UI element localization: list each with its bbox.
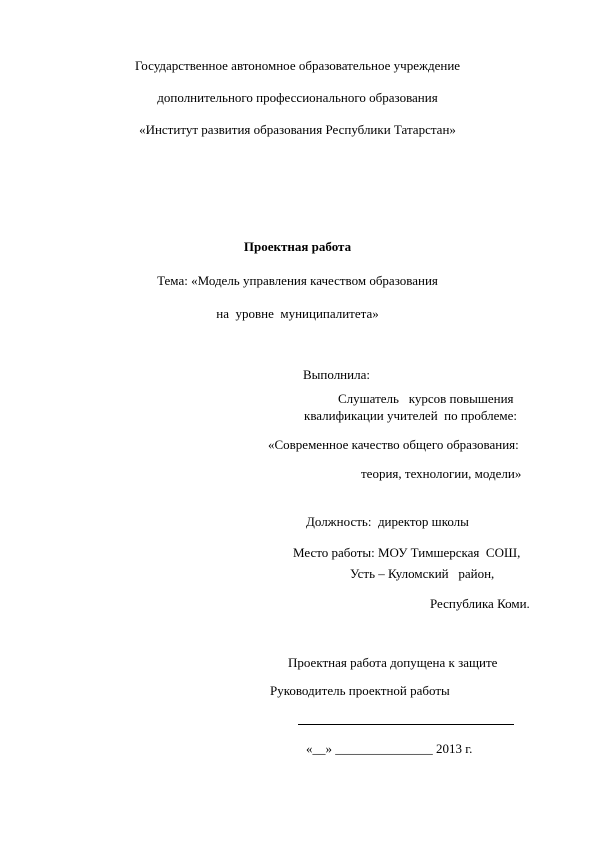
header-institution-type: Государственное автономное образовательное учреждение <box>134 58 461 73</box>
date-year: 2013 г. <box>436 741 473 756</box>
author-workplace-line1: Место работы: МОУ Тимшерская СОШ, <box>293 545 521 560</box>
author-performed-by: Выполнила: <box>303 367 370 382</box>
project-label: Проектная работа <box>243 239 352 254</box>
signature-line <box>298 724 514 725</box>
author-workplace-line2: Усть – Куломский район, <box>350 566 495 581</box>
admission-supervisor: Руководитель проектной работы <box>270 683 450 698</box>
author-line1: Слушатель курсов повышения <box>338 391 514 406</box>
author-line2: квалификации учителей по проблеме: <box>304 408 517 423</box>
date-day-blank: «__» <box>306 741 332 756</box>
author-line3: «Современное качество общего образования: <box>268 437 519 452</box>
author-workplace-line3: Республика Коми. <box>430 596 530 611</box>
header-education-type: дополнительного профессионального образования <box>157 90 438 105</box>
admission-date <box>306 741 472 757</box>
project-topic-line1: Тема: «Модель управления качеством образования <box>157 273 438 288</box>
admission-line1: Проектная работа допущена к защите <box>288 655 498 670</box>
date-month-blank: _______________ <box>335 741 433 756</box>
author-position: Должность: директор школы <box>306 514 469 529</box>
author-line4: теория, технологии, модели» <box>361 466 522 481</box>
header-institute-name: «Институт развития образования Республики Татарстан» <box>139 122 456 137</box>
project-topic-line2: на уровне муниципалитета» <box>216 306 379 321</box>
